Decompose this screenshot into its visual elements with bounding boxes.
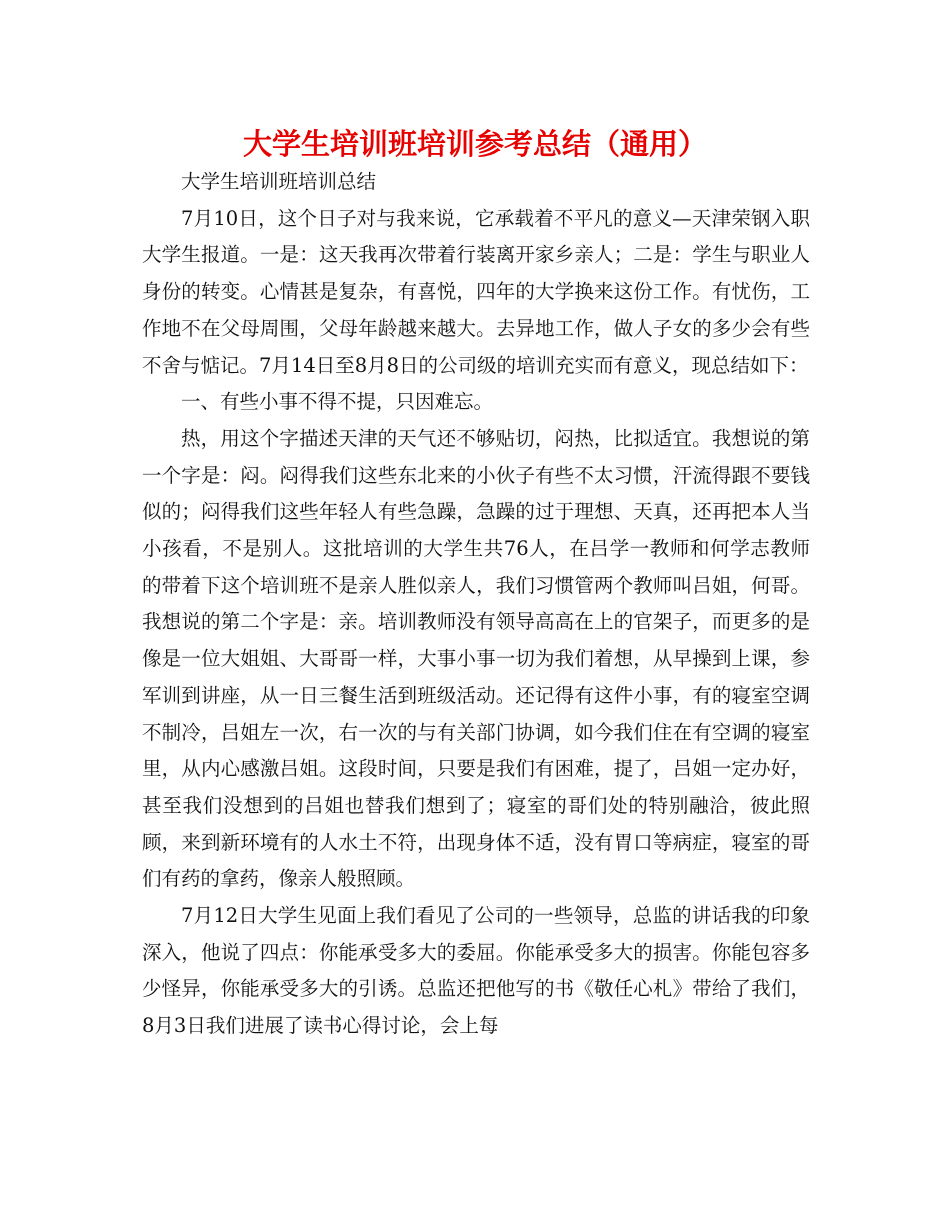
body-paragraph: 热，用这个字描述天津的天气还不够贴切，闷热，比拟适宜。我想说的第一个字是：闷。闷得我们这些东北来的小伙子有些不太习惯，汗流得跟不要钱似的；闷得我们这些年轻人有些急躁，急躁的过于理想、天真，还再把本人当小孩看，不是别人。这批培训的大学生共76人，在吕学一教师和何学志教师的带着下这个培训班不是亲人胜似亲人，我们习惯管两个教师叫吕姐，何哥。我想说的第二个字是：亲。培训教师没有领导高高在上的官架子，而更多的是像是一位大姐姐、大哥哥一样，大事小事一切为我们着想，从早操到上课，参军训到讲座，从一日三餐生活到班级活动。还记得有这件小事，有的寝室空调不制冷，吕姐左一次，右一次的与有关部门协调，如今我们住在有空调的寝室里，从内心感激吕姐。这段时间，只要是我们有困难，提了，吕姐一定办好，甚至我们没想到的吕姐也替我们想到了；寝室的哥们处的特别融洽，彼此照顾，来到新环境有的人水土不符，出现身体不适，没有胃口等病症，寝室的哥们有药的拿药，像亲人般照顾。 — [142, 426, 810, 891]
subtitle-paragraph: 大学生培训班培训总结 — [181, 170, 377, 193]
document-body — [142, 164, 810, 1045]
document-title: 大学生培训班培训参考总结（通用） — [242, 127, 707, 161]
body-paragraph: 7月10日，这个日子对与我来说，它承载着不平凡的意义—天津荣钢入职大学生报道。一是：这天我再次带着行装离开家乡亲人；二是：学生与职业人身份的转变。心情甚是复杂，有喜悦，四年的大学换来这份工作。有忧伤，工作地不在父母周围，父母年龄越来越大。去异地工作，做人子女的多少会有些不舍与惦记。7月14日至8月8日的公司级的培训充实而有意义，现总结如下： — [142, 206, 810, 377]
section-heading-paragraph: 一、有些小事不得不提，只因难忘。 — [181, 390, 494, 414]
body-paragraph: 7月12日大学生见面上我们看见了公司的一些领导，总监的讲话我的印象深入，他说了四点：你能承受多大的委屈。你能承受多大的损害。你能包容多少怪异，你能承受多大的引诱。总监还把他写的书《敬任心札》带给了我们，8月3日我们进展了读书心得讨论，会上每 — [142, 904, 810, 1038]
